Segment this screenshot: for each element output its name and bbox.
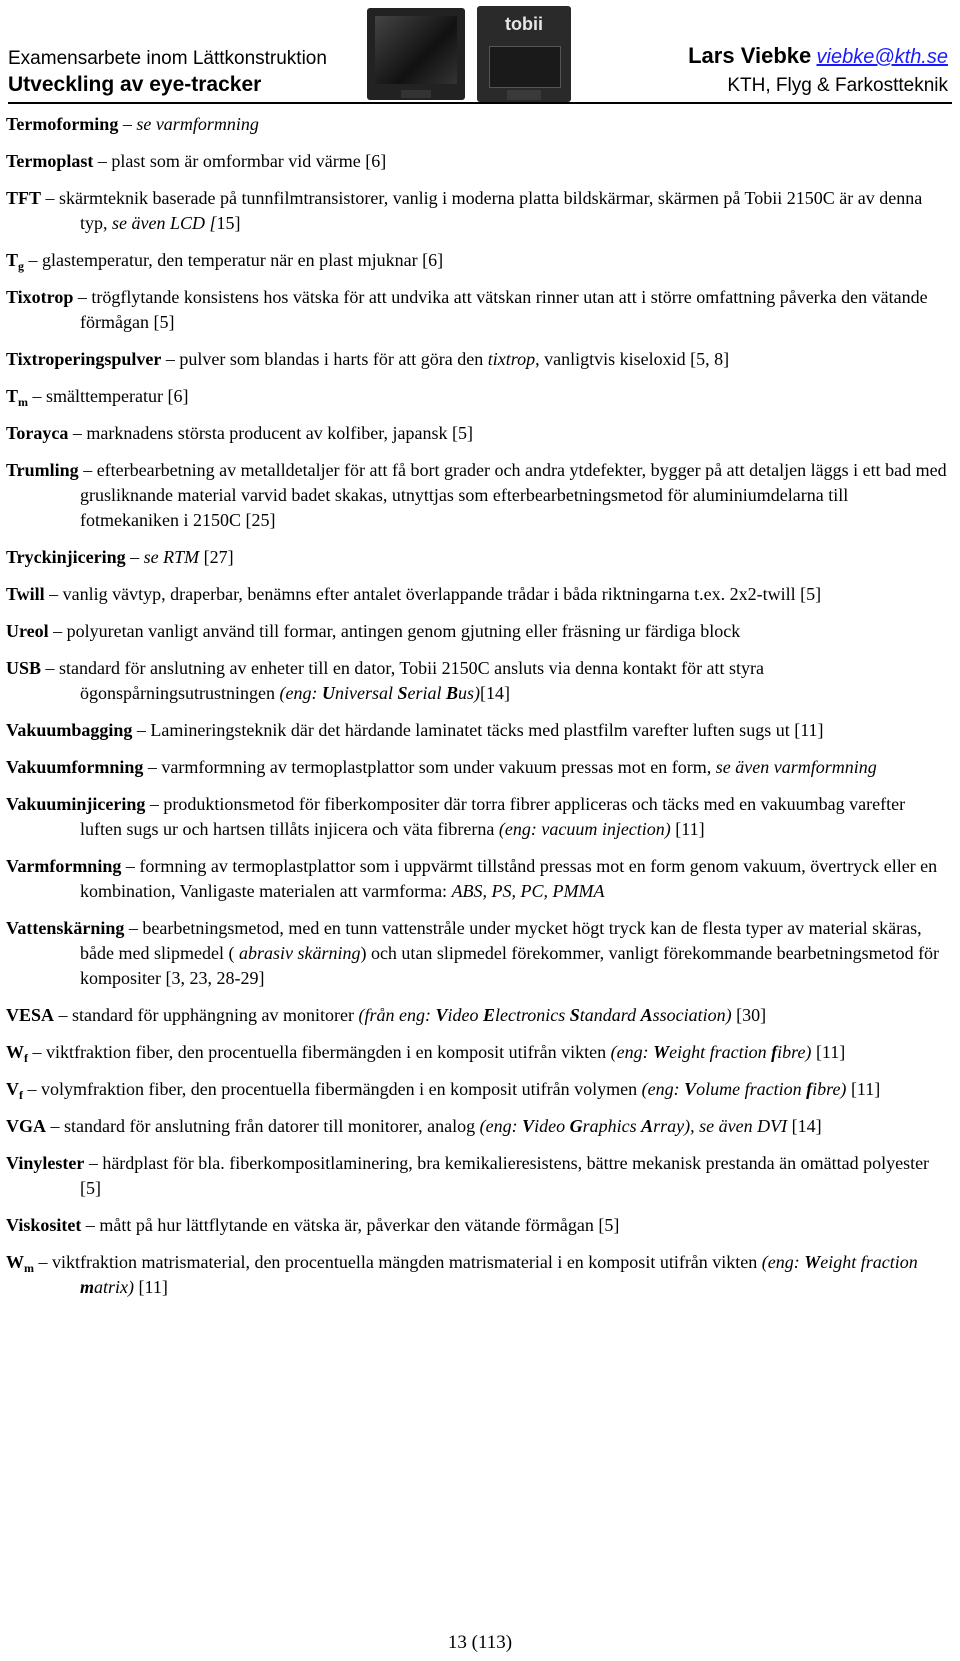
english-text: erial (407, 683, 446, 703)
entry-dash: – (143, 757, 162, 777)
entry-definition: mått på hur lättflytande en vätska är, påverkar den vätande förmågan [5] (99, 1215, 620, 1235)
entry-dash: – (68, 423, 87, 443)
english-text: olume fraction (696, 1079, 807, 1099)
term-subscript: f (24, 1051, 28, 1065)
entry-reference: [14] (787, 1116, 822, 1136)
entry-definition: plast som är omformbar vid värme [6] (111, 151, 387, 171)
entry-english: (eng: vacuum injection) (498, 819, 671, 839)
entry-dash: – (28, 1042, 46, 1062)
entry-term: W (6, 1042, 24, 1062)
entry-definition: volymfraktion fiber, den procentuella fibermängden i en komposit utifrån volymen (41, 1079, 638, 1099)
entry-english (358, 1005, 731, 1025)
glossary-entry (6, 1114, 950, 1139)
english-text: ibre) (777, 1042, 812, 1062)
entry-term: Vinylester (6, 1153, 85, 1173)
entry-term: Viskositet (6, 1215, 82, 1235)
entry-dash: – (73, 287, 92, 307)
entry-term: Tixotrop (6, 287, 74, 307)
entry-dash: – (125, 547, 144, 567)
entry-italic-word: abrasiv skärning (238, 943, 361, 963)
acronym-letter: G (569, 1116, 583, 1136)
english-text: ssociation) (652, 1005, 732, 1025)
page-header (0, 0, 960, 110)
entry-definition: trögflytande konsistens hos vätska för att undvika att vätskan rinner utan att i större omfattning påverka den vätande förmågan [5] (80, 287, 928, 332)
entry-dash: – (132, 720, 151, 740)
entry-definition-cont: , vanligtvis kiseloxid [5, 8] (535, 349, 730, 369)
entry-reference: [11] (811, 1042, 846, 1062)
entry-see-also: se även LCD [ (112, 213, 217, 233)
entry-dash: – (28, 386, 47, 406)
entry-dash: – (54, 1005, 73, 1025)
glossary-entry (6, 285, 950, 335)
glossary-entry (6, 582, 950, 607)
acronym-letter: A (640, 1005, 653, 1025)
entry-term: Termoplast (6, 151, 94, 171)
entry-dash: – (44, 584, 63, 604)
entry-english (480, 1116, 787, 1136)
entry-dash: – (118, 114, 137, 134)
monitor-base (401, 90, 431, 98)
english-text: (eng: (610, 1042, 654, 1062)
entry-term: Vakuumformning (6, 757, 144, 777)
english-text: niversal (334, 683, 398, 703)
entry-term: TFT (6, 188, 42, 208)
header-right (688, 42, 948, 100)
acronym-letter: V (522, 1116, 535, 1136)
acronym-letter: V (435, 1005, 448, 1025)
entry-definition: smälttemperatur [6] (46, 386, 189, 406)
english-text: (eng: (641, 1079, 685, 1099)
glossary-entry (6, 1003, 950, 1028)
entry-definition: polyuretan vanligt använd till formar, antingen genom gjutning eller fräsning ur färdiga block (66, 621, 741, 641)
entry-definition: standard för anslutning av enheter till en dator, Tobii 2150C ansluts via denna kontakt för att styra ögonspårningsutrustningen (59, 658, 765, 703)
english-text: (eng: (279, 683, 322, 703)
entry-dash: – (84, 1153, 103, 1173)
english-text: atrix) (94, 1277, 135, 1297)
entry-see-also: se RTM (143, 547, 200, 567)
entry-dash: – (41, 188, 60, 208)
english-text: us) (458, 683, 481, 703)
entry-term: Tryckinjicering (6, 547, 126, 567)
entry-term: Tixtroperingspulver (6, 349, 162, 369)
entry-reference: [11] (670, 819, 705, 839)
english-text: ideo (534, 1116, 570, 1136)
entry-definition: produktionsmetod för fiberkompositer där torra fibrer appliceras och täcks med en vakuumbag varefter luften sugs ur och hartsen tillåts injicera och väta fibrerna (80, 794, 906, 839)
entry-term: VGA (6, 1116, 46, 1136)
entry-dash: – (23, 1079, 41, 1099)
glossary-entry (6, 112, 950, 137)
glossary-entry (6, 619, 950, 644)
entry-dash: – (34, 1252, 52, 1272)
acronym-letter: W (653, 1042, 670, 1062)
entry-term: V (6, 1079, 19, 1099)
glossary-entry (6, 458, 950, 533)
entry-reference: [27] (199, 547, 234, 567)
entry-reference: [30] (731, 1005, 767, 1025)
entry-dash: – (81, 1215, 100, 1235)
entry-dash: – (145, 794, 164, 814)
entry-see-also: ABS, PS, PC, PMMA (451, 881, 605, 901)
acronym-letter: S (397, 683, 408, 703)
author-name: Lars Viebke (688, 43, 812, 68)
thesis-type: Examensarbete inom Lättkonstruktion (8, 48, 327, 69)
english-text: ideo (447, 1005, 483, 1025)
author-email-link[interactable]: viebke@kth.se (816, 46, 948, 68)
entry-dash: – (124, 918, 143, 938)
entry-term: Twill (6, 584, 45, 604)
header-left (8, 46, 327, 98)
glossary-entry (6, 718, 950, 743)
entry-term: VESA (6, 1005, 55, 1025)
english-text: raphics (582, 1116, 642, 1136)
entry-definition: viktfraktion matrismaterial, den procentuella mängden matrismaterial i en komposit utifrån vikten (52, 1252, 758, 1272)
entry-english (642, 1079, 847, 1099)
english-text: tandard (579, 1005, 641, 1025)
glossary-entry (6, 186, 950, 236)
entry-term: T (6, 250, 19, 270)
entry-term: T (6, 386, 19, 406)
glossary-list (6, 112, 950, 1300)
entry-reference: [14] (480, 683, 511, 703)
glossary-entry (6, 1077, 950, 1102)
thesis-title: Utveckling av eye-tracker (8, 73, 262, 96)
english-text: (eng: (479, 1116, 523, 1136)
entry-term: Vakuuminjicering (6, 794, 146, 814)
entry-definition-cont: ) och utan slipmedel förekommer, vanligt förekommande bearbetningsmetod för kompositer [3, 23, 28-29] (80, 943, 940, 988)
entry-definition: formning av termoplastplattor som i uppvärmt tillstånd pressas mot en form genom vakuum, övertryck eller en kombination, Vanligaste materialen att varmforma: (80, 856, 938, 901)
entry-definition: standard för upphängning av monitorer (72, 1005, 354, 1025)
entry-dash: – (93, 151, 112, 171)
glossary-entry (6, 854, 950, 904)
monitor-foot (507, 90, 541, 100)
entry-definition: vanlig vävtyp, draperbar, benämns efter antalet överlappande trådar i båda riktningarna t.ex. 2x2-twill [5] (62, 584, 822, 604)
term-subscript: m (18, 395, 29, 409)
glossary-entry (6, 656, 950, 706)
acronym-letter: f (771, 1042, 778, 1062)
glossary-entry (6, 755, 950, 780)
term-subscript: m (24, 1261, 34, 1275)
acronym-letter: m (80, 1277, 95, 1297)
glossary-entry (6, 1213, 950, 1238)
entry-term: Termoforming (6, 114, 119, 134)
english-text: (från eng: (358, 1005, 436, 1025)
entry-dash: – (48, 621, 67, 641)
english-text: (eng: (761, 1252, 805, 1272)
entry-definition: härdplast för bla. fiberkompositlaminering, bra kemikalieresistens, bättre mekanisk prestanda än omättad polyester [5] (80, 1153, 930, 1198)
entry-english (280, 683, 481, 703)
entry-definition: Lamineringsteknik där det härdande laminatet täcks med plastfilm varefter luften sugs ut [11] (150, 720, 824, 740)
acronym-letter: E (482, 1005, 495, 1025)
entry-dash: – (46, 1116, 64, 1136)
glossary-entry (6, 916, 950, 991)
term-subscript: f (19, 1088, 23, 1102)
entry-dash: – (41, 658, 60, 678)
monitor-back-image (477, 6, 571, 102)
glossary-entry (6, 1151, 950, 1201)
entry-term: W (6, 1252, 24, 1272)
glossary-entry (6, 384, 950, 409)
english-text: eight fraction (820, 1252, 918, 1272)
english-text: ibre) (812, 1079, 847, 1099)
glossary-entry (6, 792, 950, 842)
page-number: 13 (113) (447, 1632, 513, 1653)
monitor-panel (489, 46, 561, 88)
entry-definition: skärmteknik baserade på tunnfilmtransistorer, vanlig i moderna platta bildskärmar, skärmen på Tobii 2150C är av denna typ, (59, 188, 923, 233)
entry-definition: marknadens största producent av kolfiber, japansk [5] (86, 423, 474, 443)
entry-term: Ureol (6, 621, 49, 641)
entry-term: Vakuumbagging (6, 720, 133, 740)
entry-term: Varmformning (6, 856, 122, 876)
glossary-entry (6, 347, 950, 372)
term-subscript: g (18, 259, 25, 273)
entry-definition: efterbearbetning av metalldetaljer för att få bort grader och andra ytdefekter, bygger på att detaljen läggs i ett bad med grusliknande material varvid badet skakas, utnyttjas som efterbearbetningsmetod för aluminiumdelarna till fotmekaniken i 2150C [25] (80, 460, 947, 530)
entry-reference: [11] (134, 1277, 168, 1297)
entry-definition: pulver som blandas i harts för att göra den (179, 349, 484, 369)
acronym-letter: f (806, 1079, 813, 1099)
monitor-front-image (367, 8, 465, 100)
glossary-entry (6, 149, 950, 174)
glossary-entry (6, 421, 950, 446)
entry-definition: bearbetningsmetod, med en tunn vattenstråle under mycket högt tryck kan de flesta typer av material skäras, både med slipmedel ( (80, 918, 922, 963)
entry-term: USB (6, 658, 42, 678)
entry-dash: – (161, 349, 180, 369)
entry-italic-word: tixtrop (487, 349, 536, 369)
entry-dash: – (78, 460, 97, 480)
monitor-screen (375, 16, 457, 84)
entry-reference: [11] (846, 1079, 881, 1099)
entry-dash: – (121, 856, 140, 876)
english-text: eight fraction (669, 1042, 772, 1062)
entry-english (611, 1042, 812, 1062)
entry-term: Trumling (6, 460, 79, 480)
glossary-entry (6, 1250, 950, 1300)
acronym-letter: A (641, 1116, 654, 1136)
glossary-entry (6, 545, 950, 570)
entry-reference: 15] (216, 213, 241, 233)
department: KTH, Flyg & Farkostteknik (727, 75, 948, 96)
english-text: lectronics (494, 1005, 570, 1025)
entry-definition: standard för anslutning från datorer till monitorer, analog (64, 1116, 476, 1136)
entry-see-also: se varmformning (136, 114, 259, 134)
acronym-letter: V (684, 1079, 697, 1099)
glossary-entry (6, 248, 950, 273)
acronym-letter: W (804, 1252, 821, 1272)
tobii-logo: tobii (505, 14, 543, 34)
entry-see-also: se även varmformning (715, 757, 877, 777)
glossary-entry (6, 1040, 950, 1065)
entry-definition: viktfraktion fiber, den procentuella fibermängden i en komposit utifrån vikten (46, 1042, 607, 1062)
entry-definition: varmformning av termoplastplattor som under vakuum pressas mot en form, (161, 757, 712, 777)
header-divider (8, 102, 952, 104)
acronym-letter: S (569, 1005, 580, 1025)
acronym-letter: B (446, 683, 459, 703)
acronym-letter: U (321, 683, 335, 703)
entry-dash: – (24, 250, 43, 270)
english-text: rray), se även DVI (653, 1116, 788, 1136)
entry-definition: glastemperatur, den temperatur när en plast mjuknar [6] (42, 250, 444, 270)
entry-term: Vattenskärning (6, 918, 125, 938)
entry-term: Torayca (6, 423, 69, 443)
